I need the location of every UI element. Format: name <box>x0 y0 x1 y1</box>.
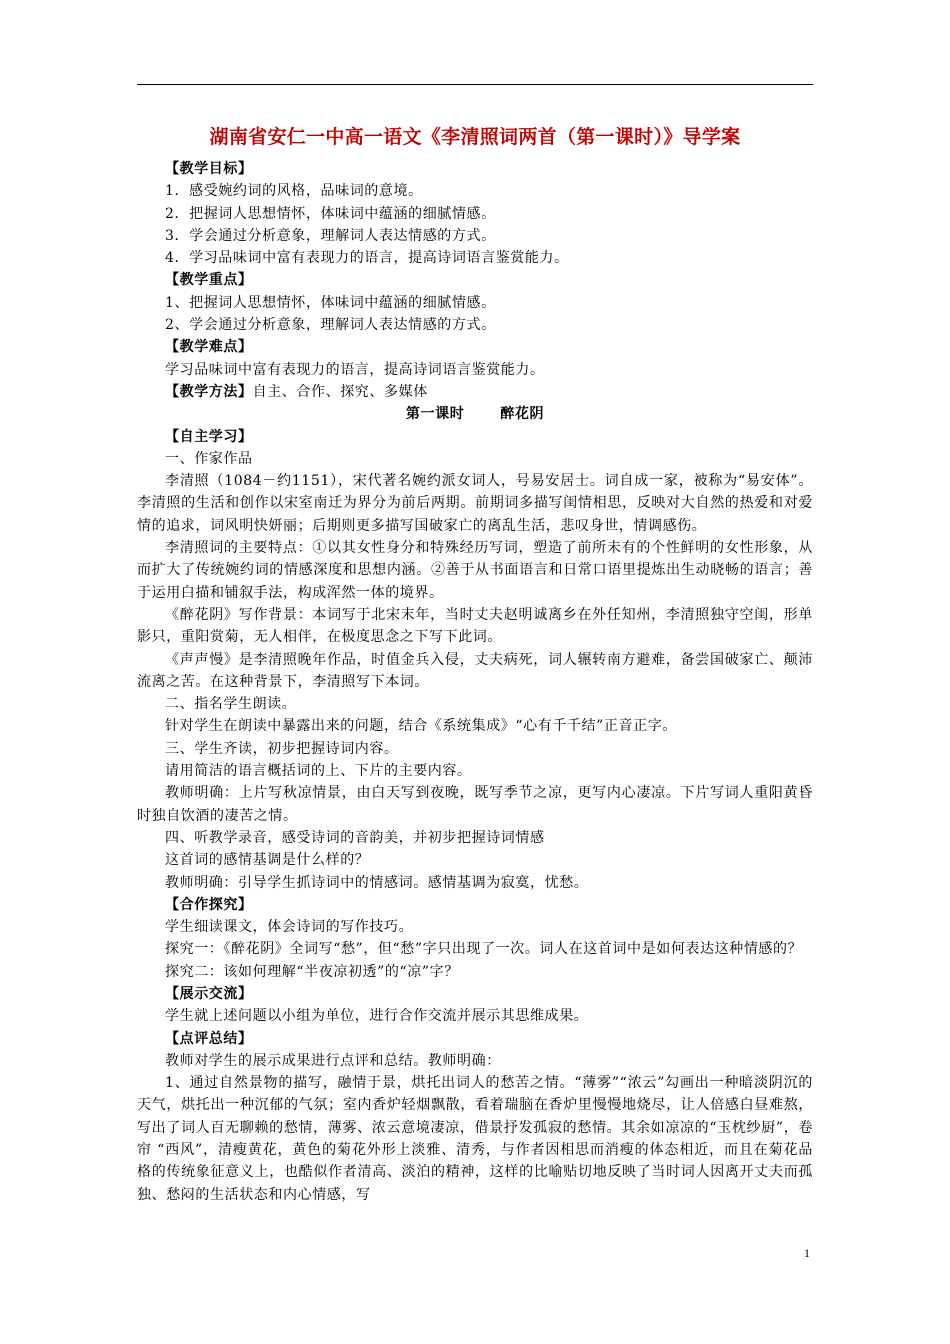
author-works-subheading: 一、作家作品 <box>165 450 253 467</box>
key-points-heading: 【教学重点】 <box>165 272 253 289</box>
method-text: 自主、合作、探究、多媒体 <box>252 383 428 400</box>
objective-item: 1．感受婉约词的风格，品味词的意境。 <box>165 183 423 200</box>
tone-answer: 教师明确：引导学生抓诗词中的情感词。感情基调为寂寞，忧愁。 <box>165 874 589 891</box>
difficulty-heading: 【教学难点】 <box>165 339 253 356</box>
inquiry-one: 探究一：《醉花阴》全词写“愁”，但“愁”字只出现了一次。词人在这首词中是如何表达这种情感的？ <box>165 941 803 958</box>
document-title: 湖南省安仁一中高一语文《李清照词两首（第一课时）》导学案 <box>209 126 741 148</box>
lesson-title-right: 醉花阴 <box>500 406 545 423</box>
self-study-heading: 【自主学习】 <box>165 428 253 445</box>
shengshengman-background-paragraph: 《声声慢》是李清照晚年作品，时值金兵入侵，丈夫病死，词人辗转南方避难，备尝国破家亡、颠沛流离之苦。在这种背景下，李清照写下本词。 <box>137 651 813 690</box>
group-reading-subheading: 三、学生齐读，初步把握诗词内容。 <box>165 740 399 757</box>
zuihuayin-background-paragraph: 《醉花阴》写作背景：本词写于北宋末年，当时丈夫赵明诚离乡在外任知州，李清照独守空闺，形单影只，重阳赏菊，无人相伴，在极度思念之下写下此词。 <box>137 606 813 646</box>
objective-item: 4．学习品味词中富有表现力的语言，提高诗词语言鉴赏能力。 <box>165 250 569 267</box>
lesson-title-left: 第一课时 <box>405 406 465 423</box>
objectives-heading: 【教学目标】 <box>165 161 253 177</box>
summary-heading: 【点评总结】 <box>165 1030 253 1047</box>
difficulty-text: 学习品味词中富有表现力的语言，提高诗词语言鉴赏能力。 <box>165 361 545 378</box>
page-number: 1 <box>804 1246 810 1260</box>
key-point-item: 1、把握词人思想情怀，体味词中蕴涵的细腻情感。 <box>165 294 496 311</box>
cooperation-intro: 学生细读课文，体会诗词的写作技巧。 <box>165 919 414 936</box>
header-rule <box>137 84 813 85</box>
inquiry-two: 探究二：该如何理解“半夜凉初透”的“凉”字？ <box>165 963 459 980</box>
teacher-answer: 教师明确：上片写秋凉情景，由白天写到夜晚，既写季节之凉，更写内心凄凉。下片写词人重阳黄昏时独自饮酒的凄苦之情。 <box>137 785 813 824</box>
reading-subheading: 二、指名学生朗读。 <box>165 696 297 713</box>
method-line <box>137 381 813 403</box>
summary-question: 请用简洁的语言概括词的上、下片的主要内容。 <box>165 763 472 780</box>
tone-question: 这首词的感情基调是什么样的？ <box>165 852 370 869</box>
exchange-text: 学生就上述问题以小组为单位，进行合作交流并展示其思维成果。 <box>165 1008 589 1025</box>
key-point-item: 2、学会通过分析意象，理解词人表达情感的方式。 <box>165 317 496 334</box>
summary-intro: 教师对学生的展示成果进行点评和总结。教师明确： <box>165 1052 501 1069</box>
author-bio-paragraph: 李清照（1084－约1151），宋代著名婉约派女词人，号易安居士。词自成一家，被称为“易安体”。李清照的生活和创作以宋室南迁为界分为前后两期。前期词多描写闺情相思，反映对大自然的热爱和对爱情的追求，词风明快妍丽；后期则更多描写国破家亡的离乱生活，悲叹身世，情调感伤。 <box>137 473 813 534</box>
method-heading: 【教学方法】 <box>165 383 253 400</box>
reading-text: 针对学生在朗读中暴露出来的问题，结合《系统集成》“心有千千结”正音正字。 <box>165 718 677 735</box>
listening-subheading: 四、听教学录音，感受诗词的音韵美，并初步把握诗词情感 <box>165 829 545 846</box>
objective-item: 2．把握词人思想情怀，体味词中蕴涵的细腻情感。 <box>165 205 496 222</box>
style-features-paragraph: 李清照词的主要特点：①以其女性身分和特殊经历写词，塑造了前所未有的个性鲜明的女性形象，从而扩大了传统婉约词的情感深度和思想内涵。②善于从书面语言和日常口语里提炼出生动晓畅的语言；善于运用白描和铺叙手法，构成浑然一体的境界。 <box>137 540 813 601</box>
exchange-heading: 【展示交流】 <box>165 985 253 1002</box>
summary-paragraph: 1、通过自然景物的描写，融情于景，烘托出词人的愁苦之情。“薄雾”“浓云”勾画出一种暗淡阴沉的天气，烘托出一种沉郁的气氛；室内香炉轻烟飘散，看着瑞脑在香炉里慢慢地烧尽，让人倍感白昼难熬，写出了词人百无聊赖的愁情，薄雾、浓云意境凄凉，借景抒发孤寂的愁情。其余如凉凉的“玉枕纱厨”，卷帘 “西风”，清瘦黄花，黄色的菊花外形上淡雅、清秀，与作者因相思而消瘦的体态相近，而且在菊花品格的传统象征意义上，也酷似作者清高、淡泊的精神，这样的比喻贴切地反映了当时词人因离开丈夫而孤独、愁闷的生活状态和内心情感，写 <box>137 1075 813 1203</box>
document-body <box>137 158 813 1206</box>
cooperation-heading: 【合作探究】 <box>165 896 253 913</box>
objective-item: 3．学会通过分析意象，理解词人表达情感的方式。 <box>165 227 496 244</box>
lesson-title <box>137 403 813 425</box>
